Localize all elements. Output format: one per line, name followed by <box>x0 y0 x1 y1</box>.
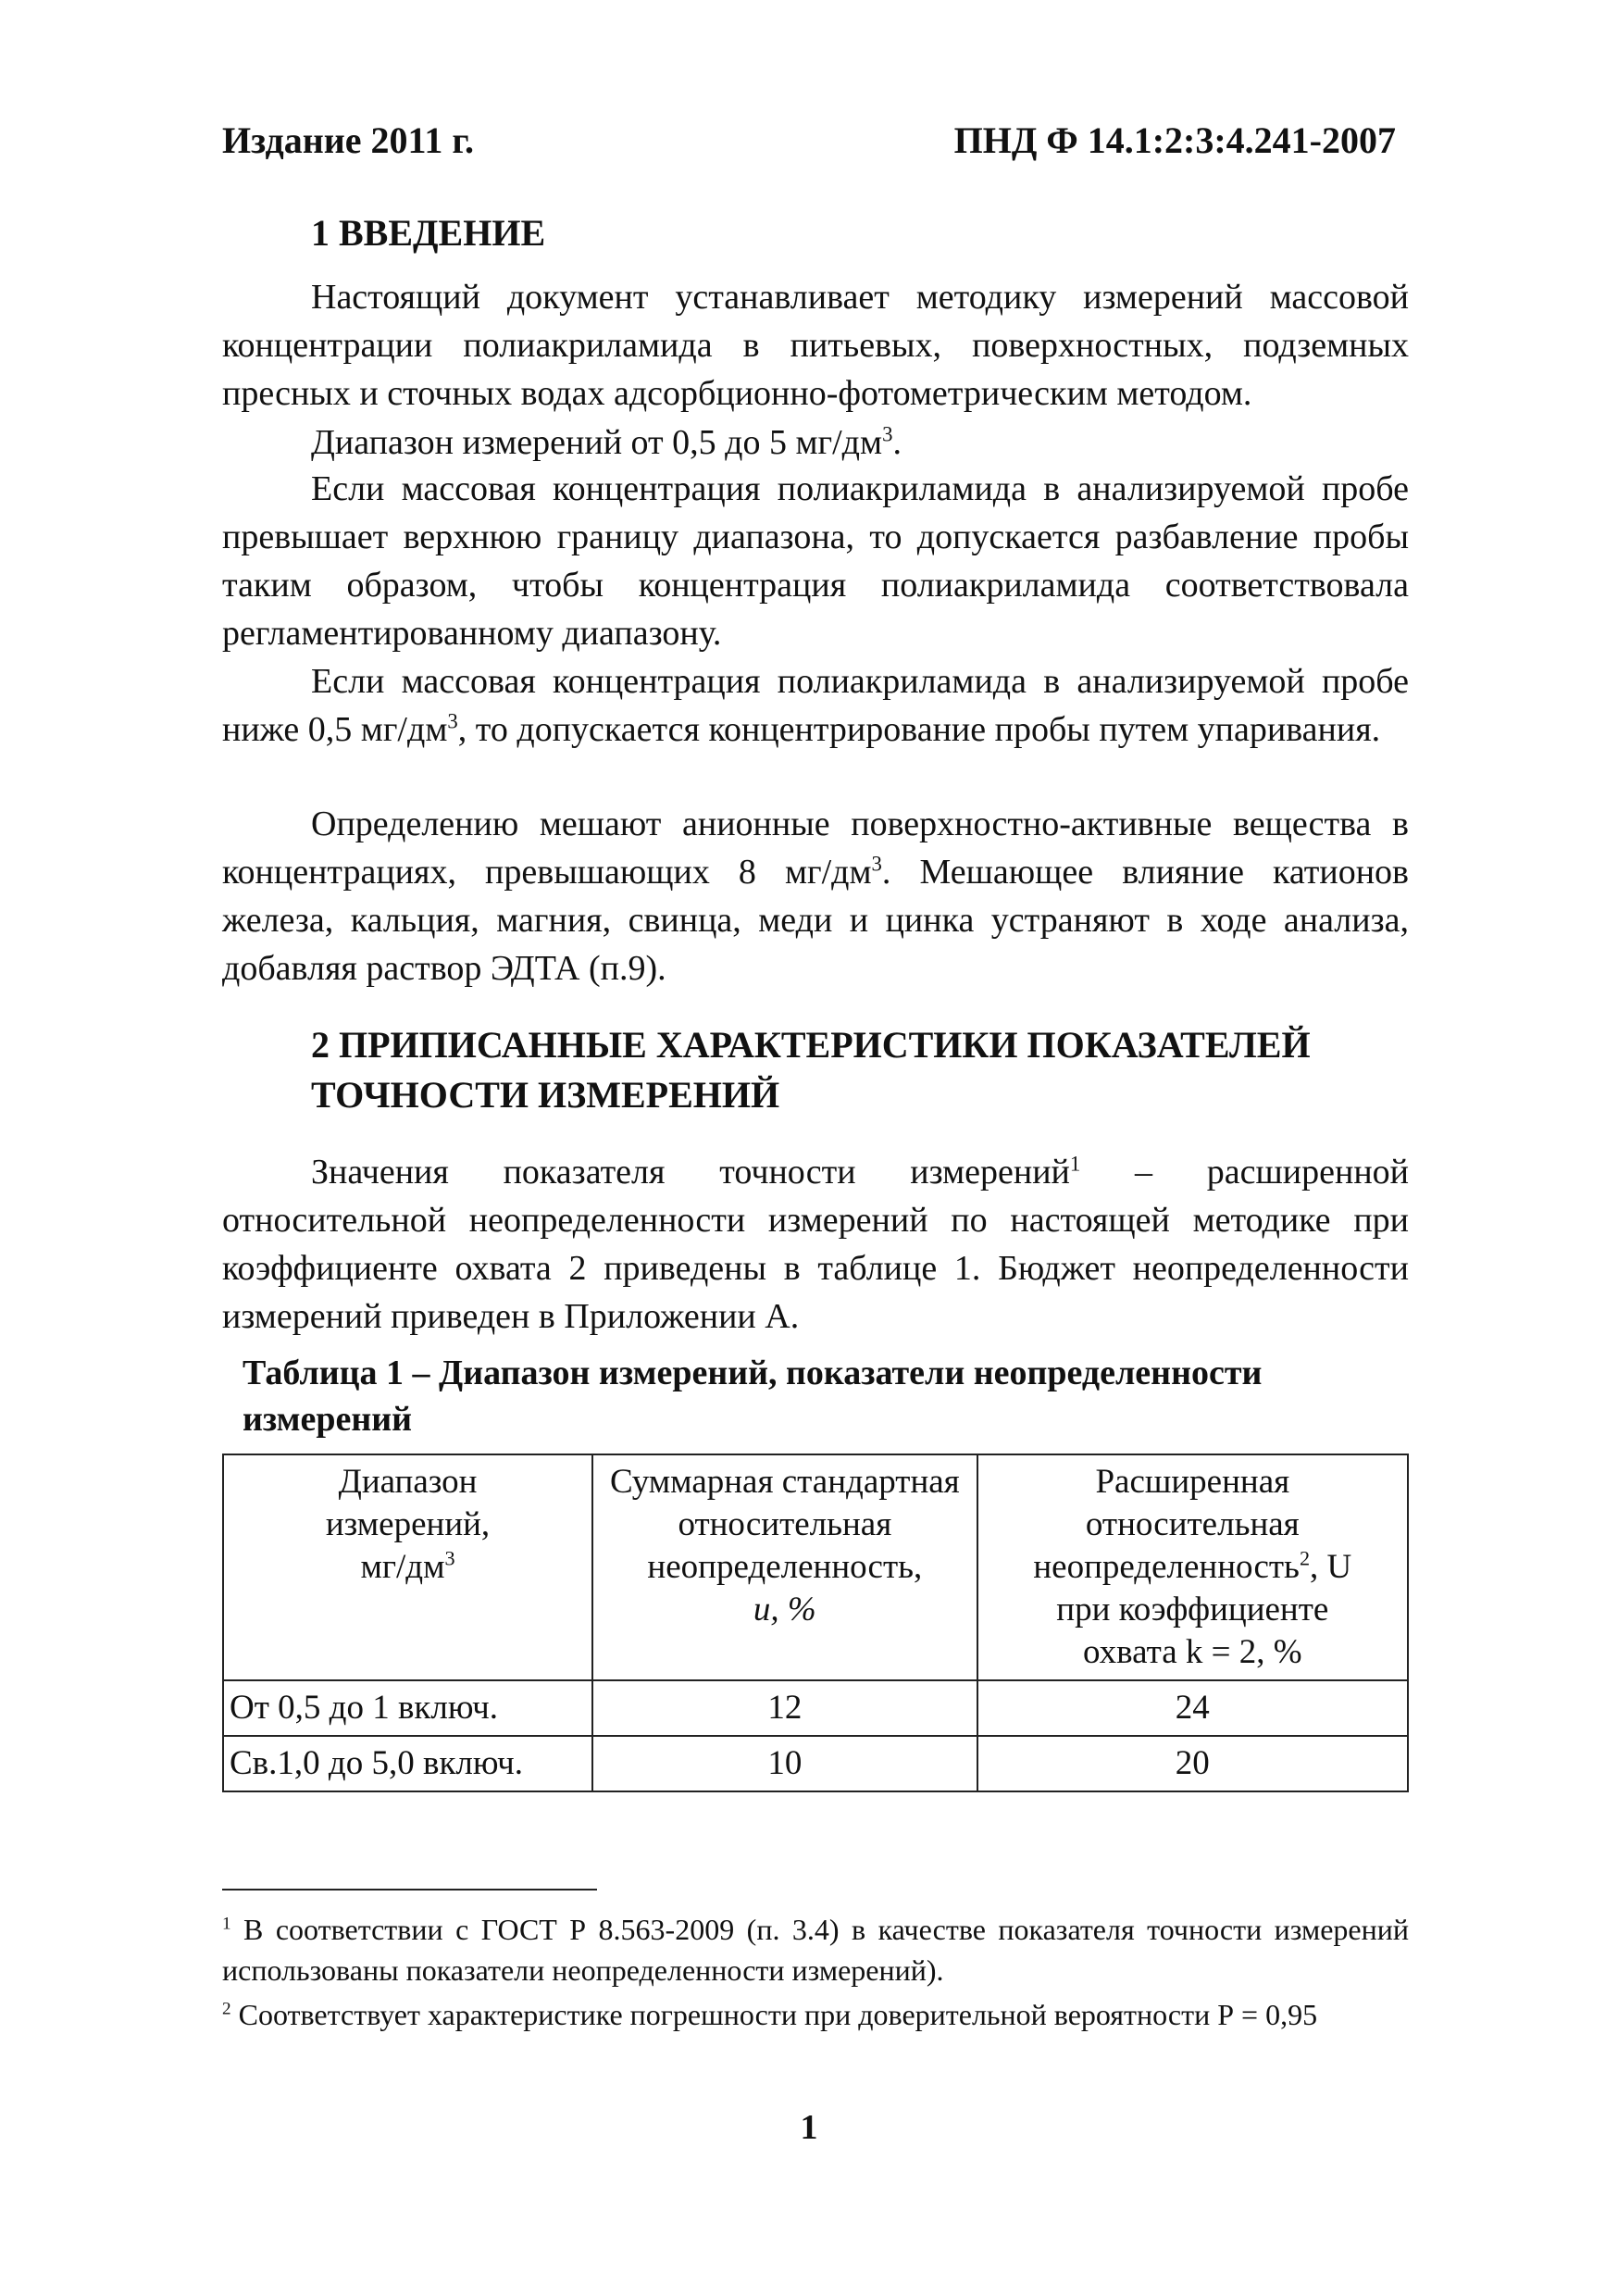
range-cell: От 0,5 до 1 включ. <box>223 1680 592 1736</box>
header-standard-line2: относительная <box>678 1505 892 1543</box>
header-expanded-line2: относительная <box>1085 1505 1300 1543</box>
section-1-heading: 1 ВВЕДЕНИЕ <box>311 212 546 254</box>
header-range-line2: измерений, <box>325 1505 491 1543</box>
header-standard-line1: Суммарная стандартная <box>609 1463 960 1501</box>
standard-uncertainty-cell: 10 <box>592 1736 977 1791</box>
page-number: 1 <box>800 2108 818 2147</box>
standard-uncertainty-cell: 12 <box>592 1680 977 1736</box>
table-caption-line2: измерений <box>243 1400 413 1439</box>
interference-text: Определению мешают анионные поверхностно-активные вещества в концентрациях, превышающих 8 мг/дм <box>222 805 1409 892</box>
header-expanded-line5: охвата k = 2, % <box>1083 1633 1302 1671</box>
accuracy-paragraph <box>222 1148 1409 1341</box>
footnote-1-mark: 1 <box>222 1914 231 1934</box>
above-range-paragraph: Если массовая концентрация полиакриламида в анализируемой пробе превышает верхнюю границу диапазона, то допускается разбавление пробы таким образом, чтобы концентрация полиакриламида соответствовала регламентированному диапазону. <box>222 469 1409 653</box>
section-2-heading <box>311 1020 1422 1120</box>
footnote-2-text: Соответствует характеристике погрешности при доверительной вероятности Р = 0,95 <box>230 1998 1318 2031</box>
edition-label: Издание 2011 г. <box>222 119 474 161</box>
accuracy-text: Значения показателя точности измерений <box>311 1153 1070 1192</box>
section-2-heading-line2: ТОЧНОСТИ ИЗМЕРЕНИЙ <box>311 1074 780 1116</box>
footnote-1 <box>222 1909 1409 1990</box>
range-superscript: 3 <box>882 422 893 446</box>
interference-text-end: . Мешающее влияние катионов железа, кальция, магния, свинца, меди и цинка устраняют в ходе анализа, добавляя раствор ЭДТА (п.9). <box>222 853 1409 988</box>
interference-paragraph <box>222 800 1409 992</box>
below-text: Если массовая концентрация полиакриламида в анализируемой пробе ниже 0,5 мг/дм <box>222 662 1409 749</box>
below-superscript: 3 <box>447 709 458 733</box>
header-range-unit-sup: 3 <box>444 1546 455 1570</box>
footnote-2-mark: 2 <box>222 1999 231 2019</box>
range-text: Диапазон измерений от 0,5 до 5 мг/дм <box>311 423 883 462</box>
range-paragraph <box>222 418 1409 467</box>
interference-superscript: 3 <box>871 852 882 876</box>
header-expanded-line1: Расширенная <box>1095 1463 1290 1501</box>
table-caption-line1: Таблица 1 – Диапазон измерений, показатели неопределенности <box>243 1354 1263 1392</box>
range-text-end: . <box>892 423 902 462</box>
expanded-uncertainty-cell: 24 <box>977 1680 1408 1736</box>
header-expanded-line3: неопределенность <box>1033 1548 1300 1586</box>
footnote-ref-1: 1 <box>1069 1152 1081 1176</box>
header-standard-line3: неопределенность, <box>647 1548 923 1586</box>
uncertainty-table <box>222 1454 1409 1792</box>
header-standard-symbol: u, % <box>753 1591 816 1628</box>
footnote-ref-2: 2 <box>1299 1546 1311 1570</box>
table-row <box>223 1680 1408 1736</box>
intro-paragraph: Настоящий документ устанавливает методику измерений массовой концентрации полиакриламида в питьевых, поверхностных, подземных пресных и сточных водах адсорбционно-фотометрическим методом. <box>222 278 1409 413</box>
header-standard-uncertainty <box>592 1454 977 1680</box>
header-expanded-uncertainty <box>977 1454 1408 1680</box>
footnote-separator <box>222 1889 597 1890</box>
below-text-end: , то допускается концентрирование пробы путем упаривания. <box>457 710 1381 749</box>
header-range-unit: мг/дм <box>360 1548 445 1586</box>
table-caption <box>243 1350 1381 1442</box>
below-range-paragraph <box>222 657 1409 754</box>
header-expanded-line4: при коэффициенте <box>1056 1591 1329 1628</box>
footnote-2 <box>222 1994 1409 2035</box>
accuracy-text-end: – расширенной относительной неопределенности измерений по настоящей методике при коэффициенте охвата 2 приведены в таблице 1. Бюджет неопределенности измерений приведен в Приложении А. <box>222 1153 1410 1336</box>
range-cell: Св.1,0 до 5,0 включ. <box>223 1736 592 1791</box>
document-code: ПНД Ф 14.1:2:3:4.241-2007 <box>953 119 1396 161</box>
header-range-line1: Диапазон <box>338 1463 478 1501</box>
header-range <box>223 1454 592 1680</box>
table-row <box>223 1736 1408 1791</box>
header-expanded-symbol: , U <box>1310 1548 1352 1586</box>
table-header-row <box>223 1454 1408 1680</box>
expanded-uncertainty-cell: 20 <box>977 1736 1408 1791</box>
footnote-1-text: В соответствии с ГОСТ Р 8.563-2009 (п. 3.4) в качестве показателя точности измерений использованы показатели неопределенности измерений). <box>222 1913 1409 1987</box>
section-2-heading-line1: 2 ПРИПИСАННЫЕ ХАРАКТЕРИСТИКИ ПОКАЗАТЕЛЕЙ <box>311 1024 1311 1066</box>
